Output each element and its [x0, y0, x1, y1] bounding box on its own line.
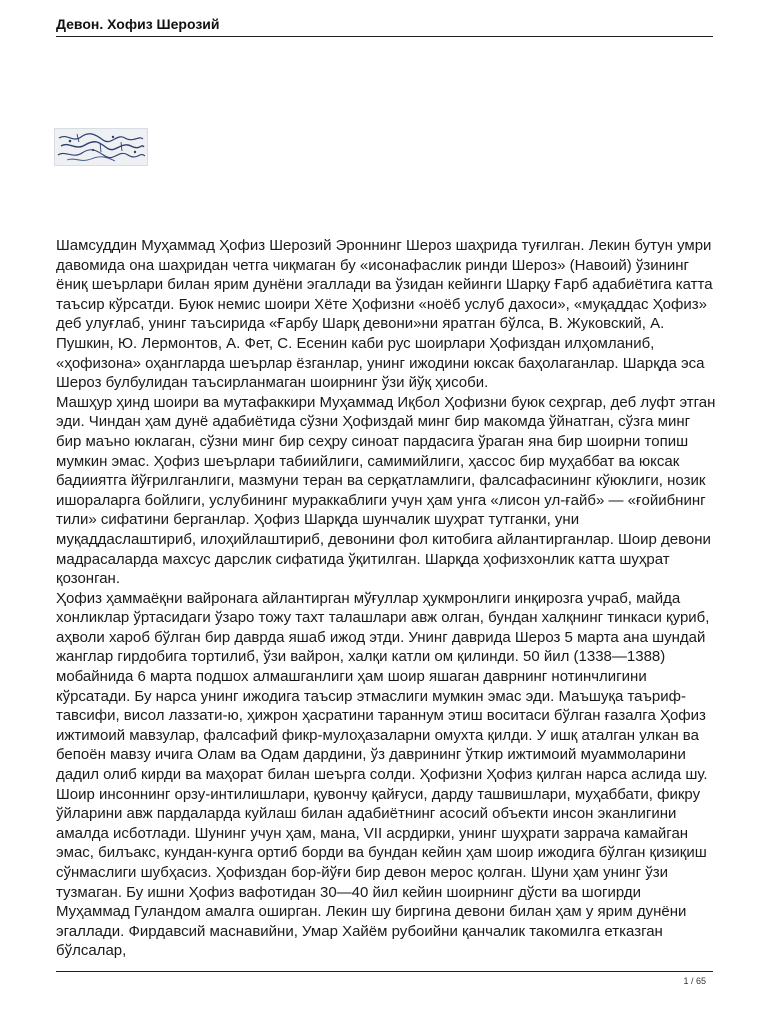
calligraphy-icon [55, 129, 147, 165]
page-number: 1 / 65 [683, 976, 706, 986]
article-body [56, 236, 716, 961]
document-title: Девон. Хофиз Шерозий [56, 16, 220, 32]
calligraphy-image [54, 128, 148, 166]
footer-divider [56, 971, 713, 972]
page-header [56, 14, 713, 37]
paragraph: Машҳур ҳинд шоири ва мутафаккири Муҳаммад Иқбол Ҳофизни буюк сеҳргар, деб луфт этган эди. Чиндан ҳам дунё адабиётида сўзни Ҳофиздай минг бир макомда ўйнатган, сўзга минг бир маъно юклаган, сўзни минг бир сеҳру синоат пардасига ўраган яна бир шоирни топиш мумкин эмас. Ҳофиз шеърлари табиийлиги, самимийлиги, ҳассос бир муҳаббат ва юксак бадииятга йўғрилганлиги, мазмуни теран ва серқатламлиги, фалсафасининг кўюклиги, нозик ишораларга бойлиги, услубининг мураккаблиги учун ҳам унга «лисон ул-ғайб» — «ғойибнинг тили» сифатини берганлар. Ҳофиз Шарқда шунчалик шуҳрат тутганки, уни муқаддаслаштириб, илоҳийлаштириб, девонини фол китобига айлантирганлар. Шоир девони мадрасаларда махсус дарслик сифатида ўқитилган. Шарқда ҳофизхонлик катта шуҳрат қозонган. [56, 393, 716, 588]
paragraph: Ҳофиз ҳаммаёқни вайронага айлантирган мўғуллар ҳукмронлиги инқирозга учраб, майда хонликлар ўртасидаги ўзаро тожу тахт талашлари авж олган, бундан халқнинг тинкаси қуриб, аҳволи хароб бўлган бир даврда яшаб ижод этди. Унинг даврида Шероз 5 марта ана шундай жанглар гирдобига тортилиб, ўзи вайрон, халқи катли ом қилинди. 50 йил (1338—1388) мобайнида 6 марта подшох алмашганлиги ҳам шоир яшаган даврнинг нотинчлигини кўрсатади. Бу нарса унинг ижодига таъсир этмаслиги мумкин эмас эди. Маъшуқа таъриф-тавсифи, висол лаззати-ю, ҳижрон ҳасратини тараннум этиш воситаси бўлган ғазалга Ҳофиз ижтимоий мавзулар, фалсафий фикр-мулоҳазаларни омухта қилди. У ишқ аталган улкан ва бепоён мавзу ичига Олам ва Одам дардини, ўз даврининг ўткир ижтимоий муаммоларини дадил олиб кирди ва маҳорат билан шеърга солди. Ҳофизни Ҳофиз қилган нарса аслида шу. Шоир инсоннинг орзу-интилишлари, қувончу қайғуси, дарду ташвишлари, муҳаббати, фикру ўйларини авж пардаларда куйлаш билан адабиётнинг асосий объекти инсон эканлигини амалда исботлади. Шунинг учун ҳам, мана, VII асрдирки, унинг шуҳрати заррача камайган эмас, билъакс, кундан-кунга ортиб борди ва бундан кейин ҳам шоир ижодига бўлган қизиқиш сўнмаслиги шубҳасиз. Ҳофиздан бор-йўғи бир девон мерос қолган. Шуни ҳам унинг ўзи тузмаган. Бу ишни Ҳофиз вафотидан 30—40 йил кейин шоирнинг дўсти ва шогирди Муҳаммад Гуландом амалга оширган. Лекин шу биргина девони билан ҳам у ярим дунёни эгаллади. Фирдавсий маснавийни, Умар Хайём рубоийни қанчалик такомилга етказган бўлсалар, [56, 589, 710, 960]
paragraph: Шамсуддин Муҳаммад Ҳофиз Шерозий Эроннинг Шероз шаҳрида туғилган. Лекин бутун умри давомида она шаҳридан четга чиқмаган бу «исонафаслик ринди Шероз» (Навоий) ўзининг ёниқ шеърлари билан ярим дунёни эгаллади ва ўзидан кейинги Шарқу Ғарб адабиётига катта таъсир кўрсатди. Буюк немис шоири Хёте Ҳофизни «ноёб услуб дахоси», «муқаддас Ҳофиз» деб улуғлаб, унинг таъсирида «Ғарбу Шарқ девони»ни яратган бўлса, В. Жуковский, А. Пушкин, Ю. Лермонтов, А. Фет, С. Есенин каби рус шоирлари Ҳофиздан илҳомланиб, «ҳофизона» оҳангларда шеърлар ёзганлар, унинг ижодини юксак баҳолаганлар. Шарқда эса Шероз булбулидан таъсирланмаган шоирнинг ўзи йўқ ҳисоби. [56, 237, 713, 392]
